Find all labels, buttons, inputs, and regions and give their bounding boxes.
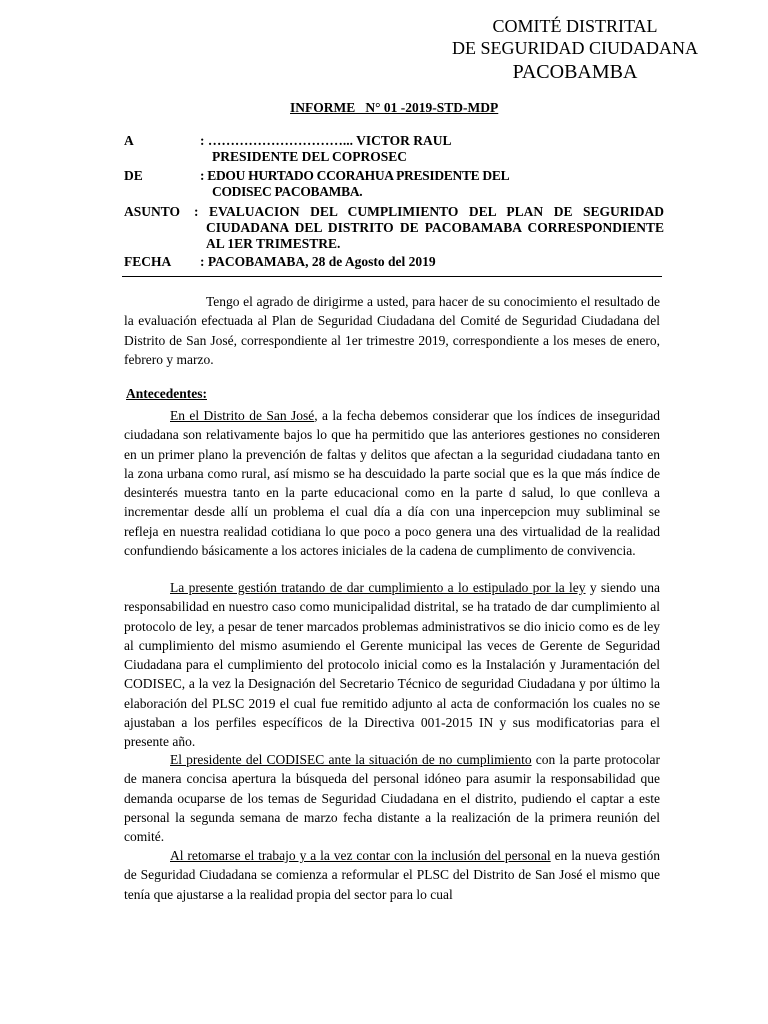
intro-paragraph <box>124 292 660 369</box>
header-date-value: : PACOBAMABA, 28 de Agosto del 2019 <box>200 254 436 269</box>
letterhead <box>430 16 720 84</box>
header-subject-line-3: AL 1ER TRIMESTRE. <box>206 236 341 251</box>
paragraph-4 <box>124 846 660 904</box>
header-to-label: A <box>124 133 134 148</box>
header-from-value <box>200 168 664 200</box>
header-to-line-2: PRESIDENTE DEL COPROSEC <box>212 149 408 164</box>
paragraph-1-lead: En el Distrito de San José <box>170 408 315 423</box>
paragraph-1-text: , a la fecha debemos considerar que los índices de inseguridad ciudadana son relativamente bajos lo que ha permitido que las anteriores gestiones no consideren en un primer plano la prevención de faltas y delitos que afectan a la seguridad ciudadana tanto en la zona urbana como rural, así mismo se ha descuidado la parte social que es la que más índice de desinterés muestra tanto en la parte educacional como en la parte d salud, lo que conlleva a incrementar desde allí un problema el cual día a día con una inpercepcion muy subliminal se refleja en nuestra realidad cotidiana lo que poco a poco genera una des virtualidad de la realidad confundiendo básicamente a los actores iniciales de la cadena de cumplimento de convivencia. <box>124 408 660 559</box>
paragraph-3 <box>124 750 660 846</box>
paragraph-3-lead: El presidente del CODISEC ante la situación de no cumplimiento <box>170 752 532 767</box>
letterhead-line-3: PACOBAMBA <box>512 60 638 83</box>
header-date-label: FECHA <box>124 254 172 269</box>
letterhead-line-1: COMITÉ DISTRITAL <box>492 16 658 36</box>
intro-text: Tengo el agrado de dirigirme a usted, para hacer de su conocimiento el resultado de la evaluación efectuada al Plan de Seguridad Ciudadana del Comité de Seguridad Ciudadana del Distrito de San José, correspondiente al 1er trimestre 2019, correspondiente a los meses de enero, febrero y marzo. <box>124 294 660 367</box>
letterhead-line-2: DE SEGURIDAD CIUDADANA <box>452 37 698 58</box>
header-to-value <box>200 133 664 165</box>
paragraph-3-text: con la parte protocolar de manera concisa apertura la búsqueda del personal idóneo para asumir la responsabilidad que demanda ocuparse de los temas de Seguridad Ciudadana en el distrito, pudiendo el captar a este personal la segunda semana de marzo fecha distante a la realización de la primera reunión del comité. <box>124 752 661 845</box>
header-to-line-1: : …………………………... VICTOR RAUL <box>200 133 452 148</box>
paragraph-1 <box>124 406 660 560</box>
header-divider <box>122 276 662 277</box>
paragraph-4-text: en la nueva gestión de Seguridad Ciudadana se comienza a reformular el PLSC del Distrito de San José el mismo que tenía que ajustarse a la realidad propia del sector para lo cual <box>124 848 661 902</box>
header-subject-line-2: CIUDADANA DEL DISTRITO DE PACOBAMABA CORRESPONDIENTE <box>206 220 664 235</box>
report-title: INFORME N° 01 -2019-STD-MDP <box>290 100 499 115</box>
header-from-label: DE <box>124 168 143 183</box>
header-subject-value <box>194 204 664 252</box>
header-subject-label: ASUNTO <box>124 204 181 219</box>
header-from-line-2: CODISEC PACOBAMBA. <box>212 184 363 199</box>
header-from-line-1: : EDOU HURTADO CCORAHUA PRESIDENTE DEL <box>200 168 510 183</box>
paragraph-2-lead: La presente gestión tratando de dar cumplimiento a lo estipulado por la ley <box>170 580 586 595</box>
paragraph-2-text: y siendo una responsabilidad en nuestro caso como municipalidad distrital, se ha tratado de dar cumplimiento al protocolo de ley, a pesar de tener marcados problemas administrativos se dio inicio como es de ley al cumplimiento del mismo asumiendo el Gerente municipal las veces de Gerente de Seguridad Ciudadana para el cumplimiento del protocolo inicial como es la Instalación y Juramentación del CODISEC, a la vez la Designación del Secretario Técnico de seguridad Ciudadana y por último la elaboración del PLSC 2019 el cual fue remitido adjunto al acta de conformación los cuales no se ajustaban a los perfiles específicos de la Directiva 001-2015 IN y sus modificatorias para el presente año. <box>124 580 660 750</box>
antecedentes-heading: Antecedentes: <box>126 386 207 401</box>
header-subject-line-1: : EVALUACION DEL CUMPLIMIENTO DEL PLAN DE SEGURIDAD <box>194 204 664 219</box>
paragraph-2 <box>124 578 660 752</box>
paragraph-4-lead: Al retomarse el trabajo y a la vez contar con la inclusión del personal <box>170 848 551 863</box>
